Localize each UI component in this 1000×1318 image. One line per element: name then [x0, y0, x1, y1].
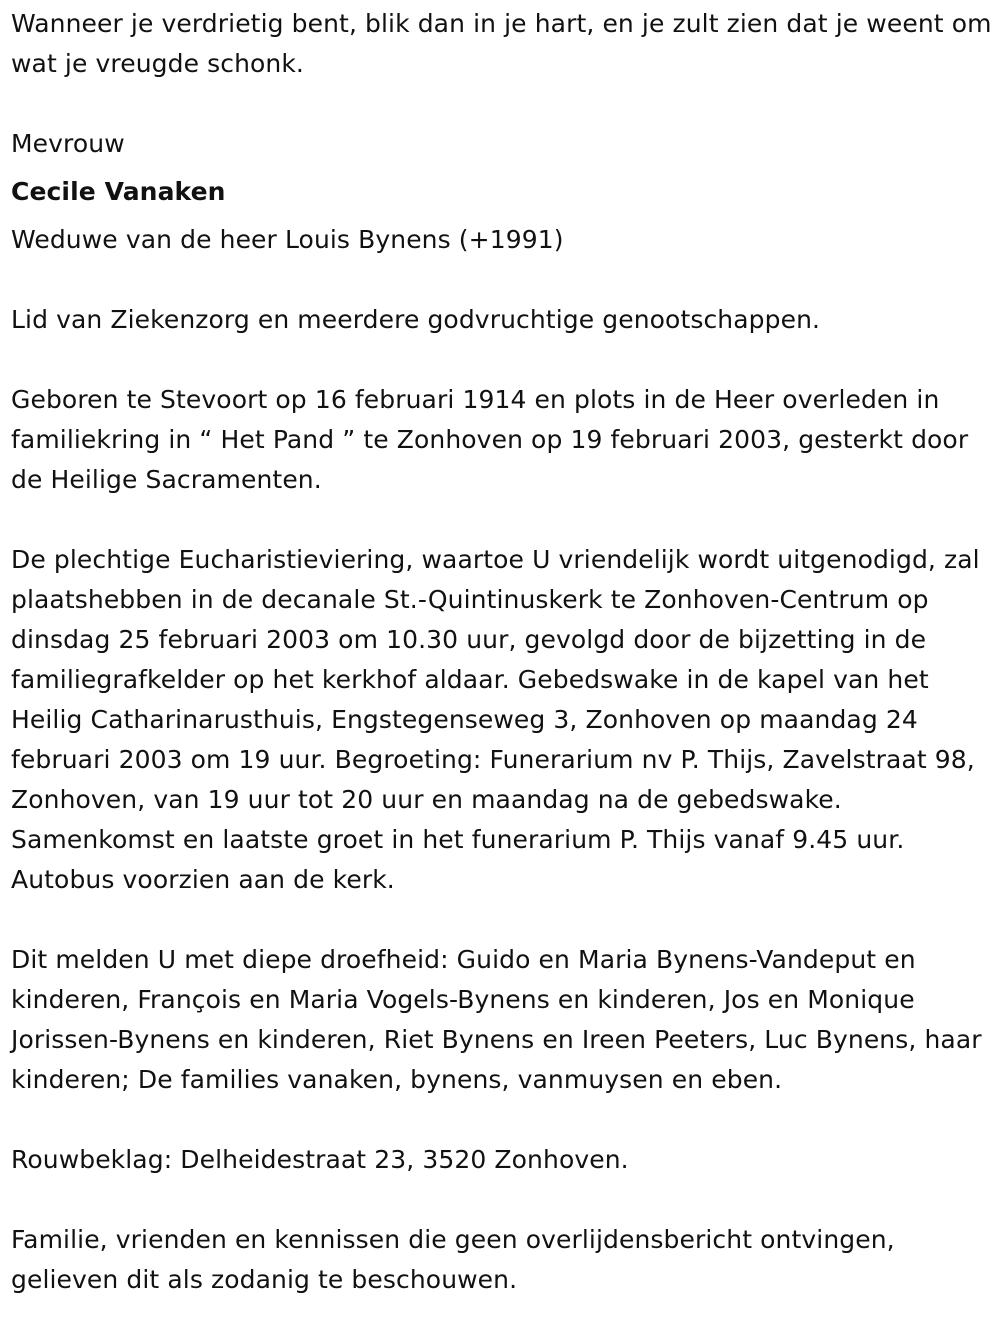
spacer: [11, 1100, 996, 1140]
deceased-name: Cecile Vanaken: [11, 177, 226, 206]
membership-paragraph: Lid van Ziekenzorg en meerdere godvruchtige genootschappen.: [11, 305, 821, 334]
spacer: [11, 340, 996, 380]
widow-of-line: Weduwe van de heer Louis Bynens (+1991): [11, 225, 564, 254]
obituary-document: [11, 4, 996, 1300]
spacer: [11, 900, 996, 940]
ceremony-paragraph: De plechtige Eucharistieviering, waartoe U vriendelijk wordt uitgenodigd, zal plaatshebben in de decanale St.-Quintinuskerk te Zonhoven-Centrum op dinsdag 25 februari 2003 om 10.30 uur, gevolgd door de bijzetting in de familiegrafkelder op het kerkhof aldaar. Gebedswake in de kapel van het Heilig Catharinarusthuis, Engstegenseweg 3, Zonhoven op maandag 24 februari 2003 om 19 uur. Begroeting: Funerarium nv P. Thijs, Zavelstraat 98, Zonhoven, van 19 uur tot 20 uur en maandag na de gebedswake. Samenkomst en laatste groet in het funerarium P. Thijs vanaf 9.45 uur. Autobus voorzien aan de kerk.: [11, 545, 980, 894]
spacer: [11, 84, 996, 124]
salutation: Mevrouw: [11, 129, 125, 158]
opening-quote: Wanneer je verdrietig bent, blik dan in je hart, en je zult zien dat je weent om wat je vreugde schonk.: [11, 9, 992, 78]
closing-note: Familie, vrienden en kennissen die geen overlijdensbericht ontvingen, gelieven dit als zodanig te beschouwen.: [11, 1225, 895, 1294]
spacer: [11, 500, 996, 540]
spacer: [11, 260, 996, 300]
birth-death-paragraph: Geboren te Stevoort op 16 februari 1914 en plots in de Heer overleden in familiekring in “ Het Pand ” te Zonhoven op 19 februari 2003, gesterkt door de Heilige Sacramenten.: [11, 385, 969, 494]
spacer: [11, 1180, 996, 1220]
announcement-paragraph: Dit melden U met diepe droefheid: Guido en Maria Bynens-Vandeput en kinderen, François en Maria Vogels-Bynens en kinderen, Jos en Monique Jorissen-Bynens en kinderen, Riet Bynens en Ireen Peeters, Luc Bynens, haar kinderen; De families vanaken, bynens, vanmuysen en eben.: [11, 945, 982, 1094]
condolence-address: Rouwbeklag: Delheidestraat 23, 3520 Zonhoven.: [11, 1145, 629, 1174]
